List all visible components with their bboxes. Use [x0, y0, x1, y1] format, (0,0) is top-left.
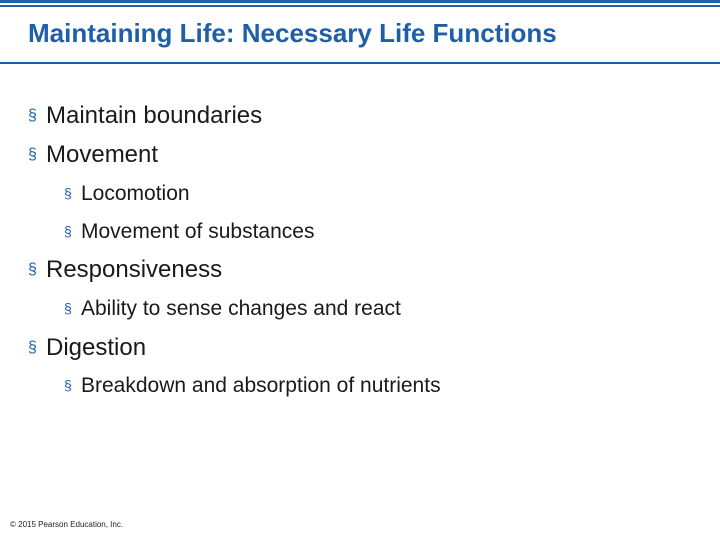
bullet-text: Maintain boundaries: [46, 102, 263, 129]
bullet-text: Breakdown and absorption of nutrients: [81, 374, 441, 397]
bullet-text: Digestion: [46, 334, 147, 361]
bullet-text: Movement: [46, 141, 159, 168]
top-accent-bar-thin: [0, 5, 720, 7]
bullet-marker-icon: §: [28, 107, 37, 124]
bullet-marker-icon: §: [64, 377, 72, 393]
bullet-marker-icon: §: [64, 223, 72, 239]
top-accent-bars: [0, 0, 720, 10]
bullet-text: Responsiveness: [46, 256, 223, 283]
top-accent-bar-thick: [0, 0, 720, 3]
bullet-item: [28, 102, 262, 130]
title-divider: [0, 62, 720, 64]
slide-title: Maintaining Life: Necessary Life Functions: [28, 18, 557, 48]
sub-bullet-item: [64, 182, 190, 206]
bullet-item: [28, 256, 222, 284]
bullet-item: [28, 334, 146, 362]
bullet-text: Movement of substances: [81, 220, 315, 243]
copyright-footer: © 2015 Pearson Education, Inc.: [10, 520, 124, 529]
sub-bullet-item: [64, 220, 314, 244]
bullet-marker-icon: §: [28, 261, 37, 278]
bullet-text: Locomotion: [81, 182, 190, 205]
bullet-marker-icon: §: [28, 339, 37, 356]
sub-bullet-item: [64, 374, 441, 398]
bullet-item: [28, 141, 158, 169]
sub-bullet-item: [64, 297, 401, 321]
bullet-marker-icon: §: [28, 146, 37, 163]
bullet-marker-icon: §: [64, 185, 72, 201]
bullet-marker-icon: §: [64, 300, 72, 316]
bullet-text: Ability to sense changes and react: [81, 297, 401, 320]
